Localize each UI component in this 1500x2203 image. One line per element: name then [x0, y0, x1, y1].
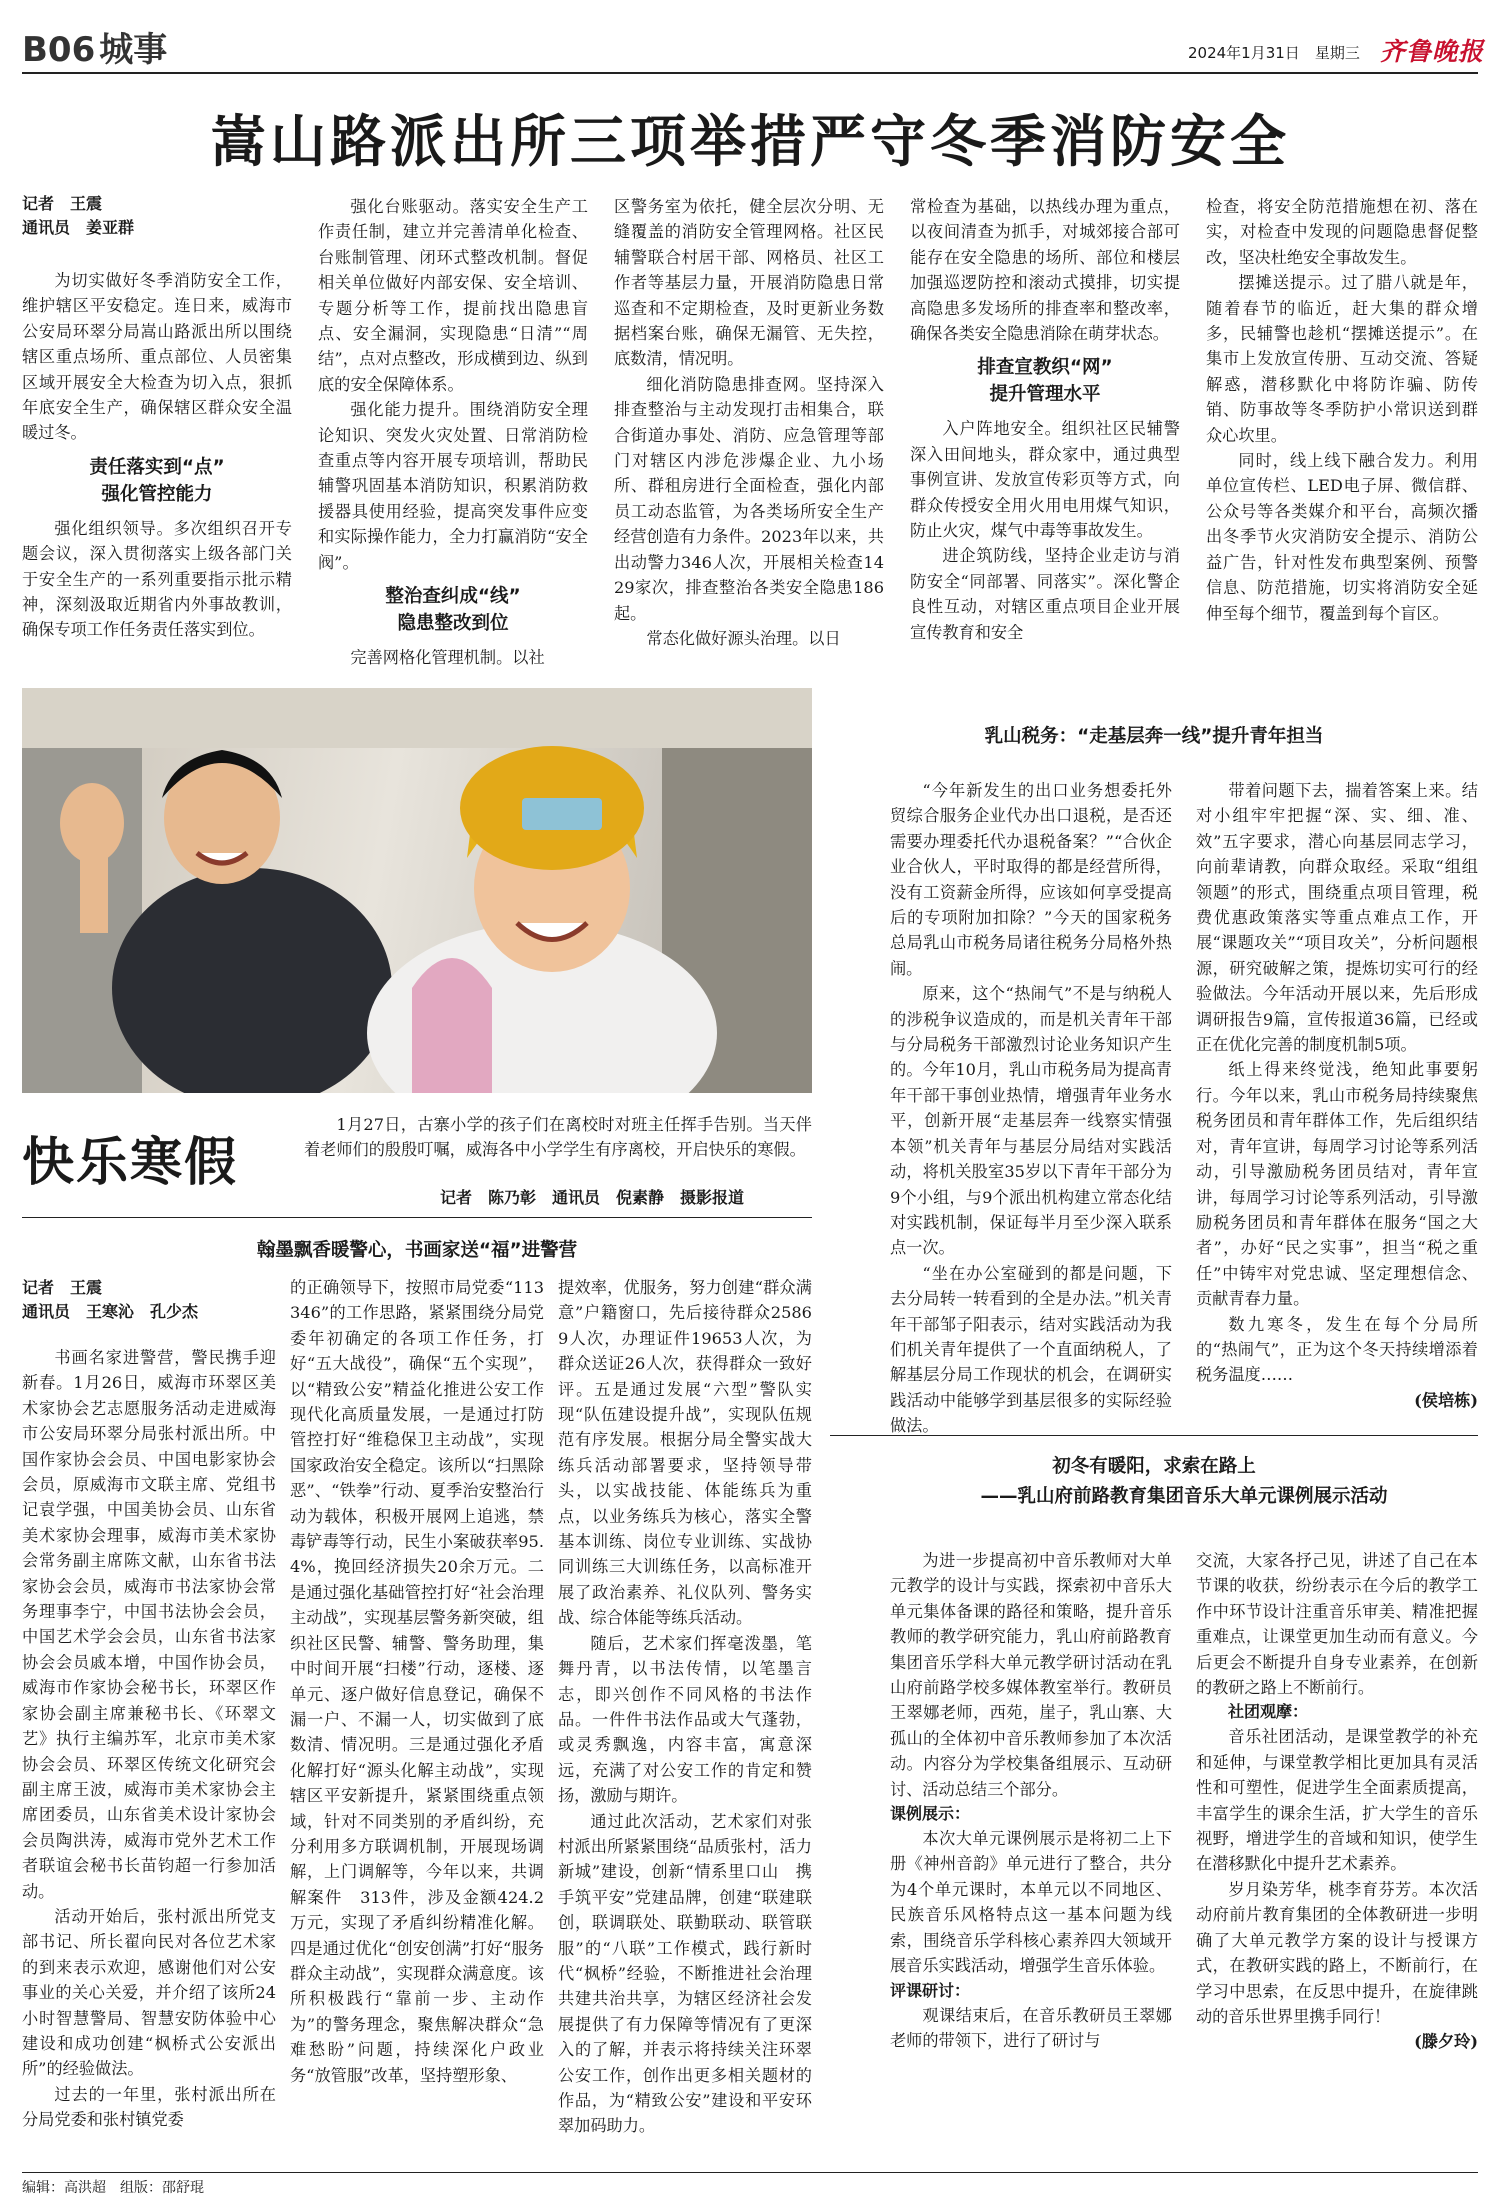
- article-1-sub3: 排查宣教织“网” 提升管理水平: [977, 357, 1113, 406]
- article-4-left: 为进一步提高初中音乐教师对大单元教学的设计与实践，探索初中音乐大单元集体备课的路径和策略，提升音乐教师的教学研究能力，乳山府前路教育集团音乐学科大单元教学研讨活动在乳山府前路学校多媒体教室举行。教研员王翠娜老师，西苑，崖子，乳山寨、大孤山的全体初中音乐教师参加了本次活动。内容分为学校集备组展示、互动研讨、活动总结三个部分。 课例展示： 本次大单元课例展示是将初二上下册《神州音韵》单元进行了整合，共分为4个单元课时，本单元以不同地区、民族音乐风格特点这一基本问题为线索，围绕音乐学科核心素养四大领域开展音乐实践活动，增强学生音乐体验。 评课研讨： 观课结束后，在音乐教研员王翠娜老师的带领下，进行了研讨与: [890, 1551, 1172, 2050]
- article-3-left: “今年新发生的出口业务想委托外贸综合服务企业代办出口退税，是否还需要办理委托代办退税备案？”“合伙企业合伙人，平时取得的都是经营所得，没有工资薪金所得，应该如何享受提高后的专项附加扣除？”今天的国家税务总局乳山市税务局诸往税务分局格外热闹。 原来，这个“热闹气”不是与纳税人的涉税争议造成的，而是机关青年干部与分局税务干部激烈讨论业务知识产生的。今年10月，乳山市税务局为提高青年干部干事创业热情，增强青年业务水平，创新开展“走基层奔一线察实情强本领”机关青年与基层分局结对实践活动，将机关股室35岁以下青年干部分为9个小组，与9个派出机构建立常态化结对实践机制，保证每半月至少深入联系点一次。 “坐在办公室碰到的都是问题，下去分局转一转看到的全是办法。”机关青年干部邹子阳表示，结对实践活动为我们机关青年提供了一个直面纳税人，了解基层分局工作现状的机会，在调研实践活动中能够学到基层很多的实际经验做法。: [890, 781, 1172, 1436]
- article-4-right: 交流，大家各抒己见，讲述了自己在本节课的收获，纷纷表示在今后的教学工作中环节设计注重音乐审美、精准把握重难点，让课堂更加生动而有意义。今后更会不断提升自身专业素养，在创新的教研之路上不断前行。 社团观摩： 音乐社团活动，是课堂教学的补充和延伸，与课堂教学相比更加具有灵活性和可塑性，促进学生全面素质提高，丰富学生的课余生活，扩大学生的音乐视野，增进学生的音域和知识，使学生在潜移默化中提升艺术素养。 岁月染芳华，桃李育芬芳。本次活动府前片教育集团的全体教研进一步明确了大单元教学方案的设计与授课方式，在教研实践的路上，不断前行，在学习中思索，在反思中提升，在旋律跳动的音乐世界里携手同行！ (滕夕玲): [1196, 1548, 1478, 2055]
- paper-logo: 齐鲁晚报: [1380, 37, 1485, 66]
- article-2-byline: 记者 王震 通讯员 王寒沁 孔少杰: [22, 1278, 199, 1321]
- article-3-title: 乳山税务：“走基层奔一线”提升青年担当: [984, 726, 1324, 747]
- article-4-author: (滕夕玲): [1414, 2032, 1478, 2052]
- article-4-h2: 评课研讨：: [890, 1980, 971, 2000]
- article-2-col2: 的正确领导下，按照市局党委“113346”的工作思路，紧紧围绕分局党委年初确定的各项工作任务，打好“五大战役”，确保“五个实现”，以“精致公安”精益化推进公安工作现代化高质量发展，一是通过打防管控打好“维稳保卫主动战”，实现国家政治安全稳定。该所以“扫黑除恶”、“铁拳”行动、夏季治安整治行动为载体，积极开展网上追逃，禁毒铲毒等行动，民生小案破获率95.4%，挽回经济损失20余万元。二是通过强化基础管控打好“社会治理主动战”，实现基层警务新突破，组织社区民警、辅警、警务助理，集中时间开展“扫楼”行动，逐楼、逐单元、逐户做好信息登记，确保不漏一户、不漏一人，切实做到了底数清、情况明。三是通过强化矛盾化解打好“源头化解主动战”，实现辖区平安新提升，紧紧围绕重点领域，针对不同类别的矛盾纠纷，充分利用多方联调机制，开展现场调解，上门调解等，今年以来，共调解案件 313件，涉及金额424.2万元，实现了矛盾纠纷精准化解。四是通过优化“创安创满”打好“服务群众主动战”，实现群众满意度。该所积极践行“靠前一步、主动作为”的警务理念，聚焦解决群众“急难愁盼”问题，持续深化户政业务“放管服”改革，坚持塑形象、: [290, 1278, 544, 2085]
- article-1-byline: 记者 王震 通讯员 姜亚群: [22, 194, 135, 237]
- header-date: 2024年1月31日 星期三: [1188, 44, 1360, 62]
- article-1-col5: 检查，将安全防范措施想在初、落在实，对检查中发现的问题隐患督促整改，坚决杜绝安全事故发生。 摆摊送提示。过了腊八就是年，随着春节的临近，赶大集的群众增多，民辅警也趁机“摆摊送提示”。在集市上发放宣传册、互动交流、答疑解惑，潜移默化中将防诈骗、防传销、防事故等冬季防护小常识送到群众心坎里。 同时，线上线下融合发力。利用单位宣传栏、LED电子屏、微信群、公众号等各类媒介和平台，高频次播出冬季节火灾消防安全提示、消防公益广告，针对性发布典型案例、预警信息、防范措施，切实将消防安全延伸至每个细节，覆盖到每个盲区。: [1206, 197, 1478, 623]
- photo-illustration: [22, 688, 812, 1093]
- article-1-col3: 区警务室为依托，健全层次分明、无缝覆盖的消防安全管理网格。社区民辅警联合村居干部、网格员、社区工作者等基层力量，开展消防隐患日常巡查和不定期检查，及时更新业务数据档案台账，确保无漏管、无失控，底数清，情况明。 细化消防隐患排查网。坚持深入排查整治与主动发现打击相集合，联合街道办事处、消防、应急管理等部门对辖区内涉危涉爆企业、九小场所、群租房进行全面检查，强化内部员工动态监管，为各类场所安全生产经营创造有力条件。2023年以来，共出动警力346人次，开展相关检查1429家次，排查整治各类安全隐患186起。 常态化做好源头治理。以日: [614, 197, 884, 648]
- photo-caption: 1月27日，古寨小学的孩子们在离校时对班主任挥手告别。当天伴着老师们的殷殷叮嘱，威海各中小学学生有序离校，开启快乐的寒假。: [304, 1115, 812, 1160]
- article-2-top-rule: [22, 1217, 812, 1218]
- article-4-h3: 社团观摩：: [1228, 1702, 1309, 1722]
- section-name: 城事: [99, 30, 168, 70]
- photo-credit: 记者 陈乃彰 通讯员 倪素静 摄影报道: [440, 1188, 745, 1207]
- children-photo: [22, 688, 812, 1093]
- article-1-col2: 强化台账驱动。落实安全生产工作责任制，建立并完善清单化检查、台账制管理、闭环式整改机制。督促相关单位做好内部安保、安全培训、专题分析等工作，提前找出隐患盲点、安全漏洞，实现隐患“日清”“周结”，点对点整改，形成横到边、纵到底的安全保障体系。 强化能力提升。围绕消防安全理论知识、突发火灾处置、日常消防检查重点等内容开展专项培训，帮助民辅警巩固基本消防知识，积累消防救援器具使用经验，提高突发事件应变和实际操作能力，全力打赢消防“安全阀”。 整治查纠成“线” 隐患整改到位 完善网格化管理机制。以社: [318, 197, 588, 668]
- article-1-title: 嵩山路派出所三项举措严守冬季消防安全: [210, 109, 1290, 175]
- footer-rule: [22, 2172, 1478, 2173]
- article-2-title: 翰墨飘香暖警心，书画家送“福”进警营: [256, 1240, 578, 1261]
- article-4-title: 初冬有暖阳，求索在路上 ——乳山府前路教育集团音乐大单元课例展示活动: [830, 1452, 1478, 1512]
- header-rule: [22, 72, 1478, 74]
- article-1-col4: 常检查为基础，以热线办理为重点，以夜间清查为抓手，对城郊接合部可能存在安全隐患的场所、部位和楼层加强巡逻防控和滚动式摸排，切实提高隐患多发场所的排查率和整改率，确保各类安全隐患消除在萌芽状态。 排查宣教织“网” 提升管理水平 入户阵地安全。组织社区民辅警深入田间地头，群众家中，通过典型事例宣讲、发放宣传彩页等方式，向群众传授安全用火用电用煤气知识，防止火灾，煤气中毒等事故发生。 进企筑防线，坚持企业走访与消防安全“同部署、同落实”。深化警企良性互动，对辖区重点项目企业开展宣传教育和安全: [910, 197, 1180, 642]
- article-3-right: 带着问题下去，揣着答案上来。结对小组牢牢把握“深、实、细、准、效”五字要求，潜心向基层同志学习，向前辈请教，向群众取经。采取“组组领题”的形式，围绕重点项目管理，税费优惠政策落实等重点难点工作，开展“课题攻关”“项目攻关”，分析问题根源，研究破解之策，提炼切实可行的经验做法。今年活动开展以来，先后形成调研报告9篇，宣传报道36篇，已经或正在优化完善的制度机制5项。 纸上得来终觉浅，绝知此事要躬行。今年以来，乳山市税务局持续聚焦税务团员和青年群体工作，先后组织结对，青年宣讲，每周学习讨论等系列活动，引导激励税务团员结对，青年宣讲，每周学习讨论等系列活动，引导激励税务团员和青年群体在服务“国之大者”，办好“民之实事”，担当“税之重任”中铸牢对党忠诚、坚定理想信念、贡献青春力量。 数九寒冬，发生在每个分局所的“热闹气”，正为这个冬天持续增添着税务温度…… (侯培栋): [1196, 778, 1478, 1413]
- article-2-col1: 书画名家进警营，警民携手迎新春。1月26日，威海市环翠区美术家协会艺志愿服务活动走进威海市公安局环翠分局张村派出所。中国作家协会会员、中国电影家协会会员，原威海市文联主席、党组书记袁学强，中国美协会员、山东省美术家协会理事，威海市美术家协会常务副主席陈文献，山东省书法家协会会员，威海市书法家协会常务理事李宁，中国书法协会会员，中国艺术学会会员，山东省书法家协会会员戚本增，中国作协会员，威海市作家协会秘书长，环翠区作家协会副主席兼秘书长、《环翠文艺》执行主编苏军，北京市美术家协会会员、环翠区传统文化研究会副主席王波，威海市美术家协会主席团委员，山东省美术设计家协会会员陶洪涛，威海市党外艺术工作者联谊会秘书长苗钧超一行参加活动。 活动开始后，张村派出所党支部书记、所长翟向民对各位艺术家的到来表示欢迎，感谢他们对公安事业的关心关爱，并介绍了该所24小时智慧警局、智慧安防体验中心建设和成功创建“枫桥式公安派出所”的经验做法。 过去的一年里，张村派出所在分局党委和张村镇党委: [22, 1348, 276, 2130]
- article-1-sub2: 整治查纠成“线” 隐患整改到位: [385, 586, 521, 635]
- article-3-author: (侯培栋): [1414, 1390, 1478, 1410]
- footer-editor: 编辑：高洪超 组版：邵舒琨: [22, 2180, 204, 2196]
- header-weekday: 星期三: [1314, 44, 1360, 62]
- photo-heading: 快乐寒假: [22, 1132, 239, 1193]
- page-number: B06 城事: [22, 30, 168, 70]
- article-2-col3: 提效率，优服务，努力创建“群众满意”户籍窗口，先后接待群众25869人次，办理证件19653人次，为群众送证26人次，获得群众一致好评。五是通过发展“六型”警队实现“队伍建设提升战”，实现队伍规范有序发展。根据分局全警实战大练兵活动部署要求，坚持领导带头，以实战技能、体能练兵为重点，以业务练兵为核心，落实全警基本训练、岗位专业训练、实战协同训练三大训练任务，以高标准开展了政治素养、礼仪队列、警务实战、综合体能等练兵活动。 随后，艺术家们挥毫泼墨，笔舞丹青，以书法传情，以笔墨言志，即兴创作不同风格的书法作品。一件件书法作品或大气蓬勃，或灵秀飘逸，内容丰富，寓意深远，充满了对公安工作的肯定和赞扬，激励与期许。 通过此次活动，艺术家们对张村派出所紧紧围绕“品质张村，活力新城”建设，创新“情系里口山 携手筑平安”党建品牌，创建“联建联创，联调联处、联勤联动、联管联服”的“八联”工作模式，践行新时代“枫桥”经验，不断推进社会治理共建共治共享，为辖区经济社会发展提供了有力保障等情况有了更深入的了解，并表示将持续关注环翠公安工作，创作出更多相关题材的作品，为“精致公安”建设和平安环翠加码助力。: [558, 1278, 812, 2136]
- article-1-sub1: 责任落实到“点” 强化管控能力: [89, 456, 225, 505]
- article-4-top-rule: [830, 1435, 1478, 1436]
- article-4-subtitle: ——乳山府前路教育集团音乐大单元课例展示活动: [980, 1486, 1388, 1507]
- article-1-col1: 为切实做好冬季消防安全工作，维护辖区平安稳定。连日来，威海市公安局环翠分局嵩山路派出所以围绕辖区重点场所、重点部位、人员密集区域开展安全大检查为切入点，狠抓年底安全生产，确保辖区群众安全温暖过冬。 责任落实到“点” 强化管控能力 强化组织领导。多次组织召开专题会议，深入贯彻落实上级各部门关于安全生产的一系列重要指示批示精神，深刻汲取近期省内外事故教训，确保专项工作任务责任落实到位。: [22, 271, 292, 640]
- article-4-h1: 课例展示：: [890, 1804, 971, 1824]
